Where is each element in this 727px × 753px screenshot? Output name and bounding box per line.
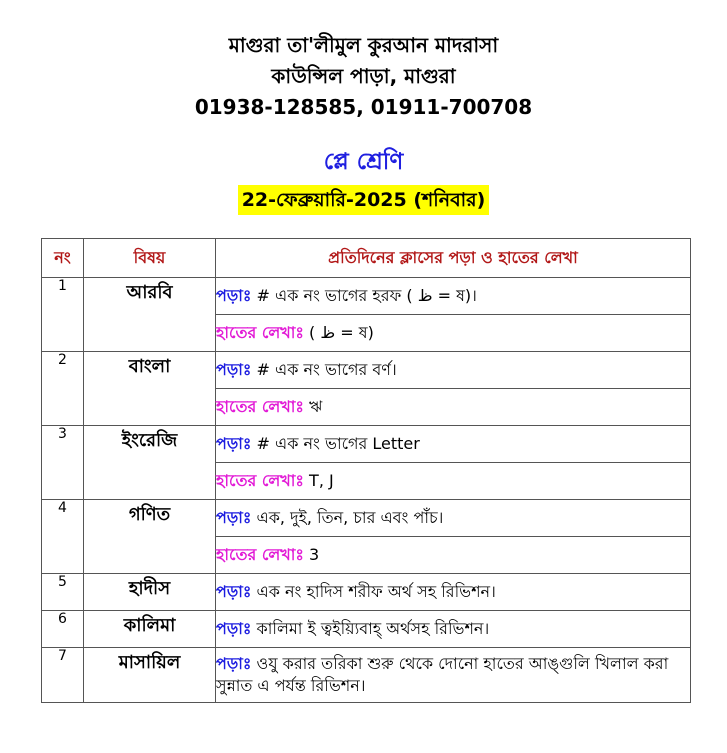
institution-address: কাউন্সিল পাড়া, মাগুরা (271, 64, 456, 88)
write-label: হাতের লেখাঃ (216, 397, 304, 416)
row-number: 2 (42, 352, 84, 426)
row-number: 1 (42, 278, 84, 352)
read-label: পড়াঃ (216, 434, 252, 453)
write-cell (216, 315, 691, 352)
read-label: পড়াঃ (216, 619, 252, 638)
header-subject: বিষয় (84, 239, 216, 278)
header-no: নং (42, 239, 84, 278)
routine-table (41, 238, 691, 703)
row-subject: বাংলা (84, 352, 216, 426)
header-details: প্রতিদিনের ক্লাসের পড়া ও হাতের লেখা (216, 239, 691, 278)
write-label: হাতের লেখাঃ (216, 323, 304, 342)
write-text: 3 (303, 545, 320, 564)
write-cell (216, 389, 691, 426)
read-cell (216, 611, 691, 648)
row-subject: কালিমা (84, 611, 216, 648)
read-text: কালিমা ই ত্বইয়্যিবাহ্‌ অর্থসহ রিভিশন। (251, 619, 490, 638)
table-row (42, 611, 691, 648)
table-row (42, 648, 691, 703)
row-subject: মাসায়িল (84, 648, 216, 703)
read-label: পড়াঃ (216, 360, 252, 379)
write-text: T, J (303, 471, 334, 490)
read-label: পড়াঃ (216, 654, 252, 673)
read-text: এক, দুই, তিন, চার এবং পাঁচ। (251, 508, 444, 527)
table-row (42, 500, 691, 537)
write-label: হাতের লেখাঃ (216, 545, 304, 564)
class-title: প্লে শ্রেণি (323, 149, 404, 175)
read-text: # এক নং ভাগের Letter (251, 434, 420, 453)
contact-phones: 01938-128585, 01911-700708 (194, 95, 533, 119)
write-cell (216, 463, 691, 500)
date-banner (0, 185, 727, 215)
read-text: ওযু করার তরিকা শুরু থেকে দোনো হাতের আঙ্গুলি খিলাল করা সুন্নাত এ পর্যন্ত রিভিশন। (216, 654, 669, 695)
read-cell (216, 278, 691, 315)
read-label: পড়াঃ (216, 582, 252, 601)
read-text: # এক নং ভাগের বর্ণ। (251, 360, 397, 379)
table-row (42, 278, 691, 315)
date-label: 22-ফেব্রুয়ারি-2025 (শনিবার) (238, 185, 490, 215)
write-label: হাতের লেখাঃ (216, 471, 304, 490)
row-number: 6 (42, 611, 84, 648)
table-row (42, 574, 691, 611)
read-label: পড়াঃ (216, 508, 252, 527)
write-cell (216, 537, 691, 574)
row-subject: আরবি (84, 278, 216, 352)
read-label: পড়াঃ (216, 286, 252, 305)
read-cell (216, 426, 691, 463)
write-text: ( ظ = ষ) (303, 323, 374, 342)
read-cell (216, 648, 691, 703)
table-row (42, 426, 691, 463)
row-number: 5 (42, 574, 84, 611)
read-cell (216, 574, 691, 611)
row-number: 4 (42, 500, 84, 574)
write-text: ঋ (303, 397, 323, 416)
madrasa-header (0, 30, 727, 123)
institution-name: মাগুরা তা'লীমুল কুরআন মাদরাসা (228, 33, 499, 57)
row-number: 7 (42, 648, 84, 703)
row-subject: ইংরেজি (84, 426, 216, 500)
read-cell (216, 352, 691, 389)
row-number: 3 (42, 426, 84, 500)
read-text: এক নং হাদিস শরীফ অর্থ সহ রিভিশন। (251, 582, 496, 601)
table-header-row (42, 239, 691, 278)
table-row (42, 352, 691, 389)
row-subject: গণিত (84, 500, 216, 574)
row-subject: হাদীস (84, 574, 216, 611)
read-cell (216, 500, 691, 537)
read-text: # এক নং ভাগের হরফ ( ظ = ষ)। (251, 286, 477, 305)
